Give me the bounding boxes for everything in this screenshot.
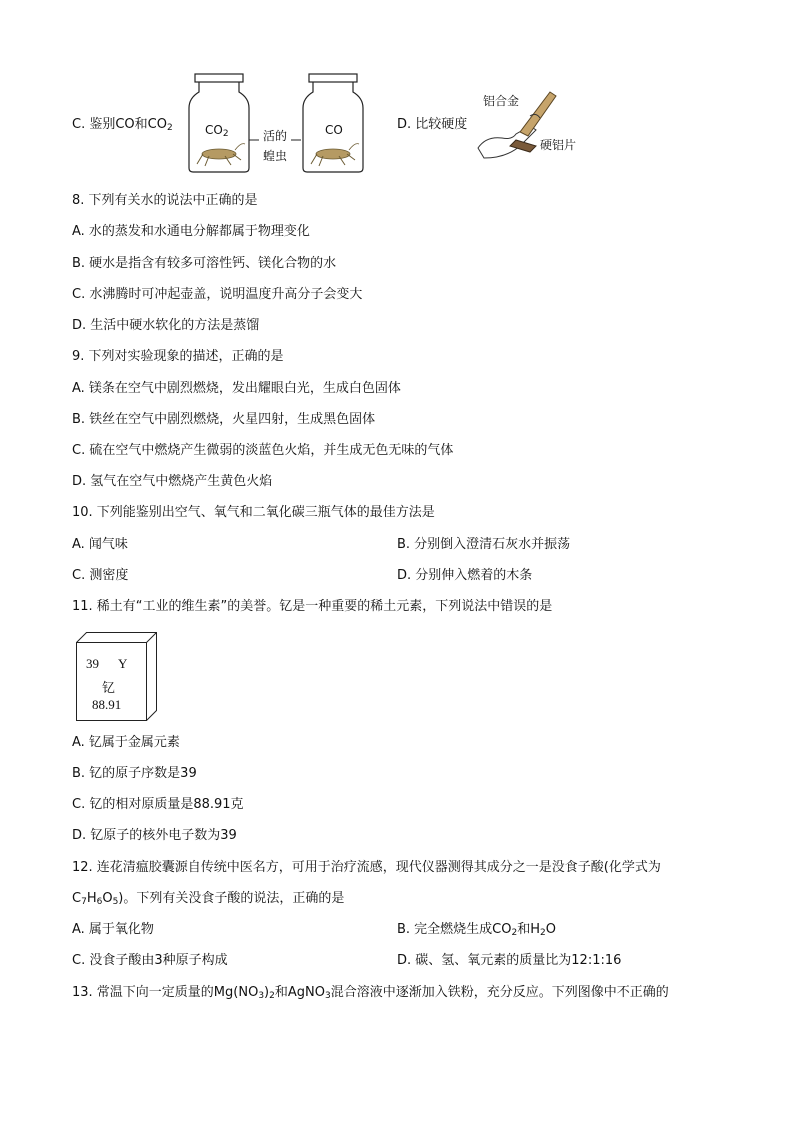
live-label-1: 活的 <box>263 129 288 143</box>
q7-option-c-sub: 2 <box>166 123 173 133</box>
q10-option-c[interactable]: C. 测密度 <box>72 568 129 583</box>
element-mass: 88.91 <box>92 697 122 712</box>
q12-stem-line2: $C_7H_6O_5$)。下列有关没食子酸的说法，正确的是 <box>72 891 345 907</box>
q9-option-d[interactable]: D. 氢气在空气中燃烧产生黄色火焰 <box>72 474 273 489</box>
q8-stem: 8. 下列有关水的说法中正确的是 <box>72 193 258 208</box>
q11-stem: 11. 稀土有“工业的维生素”的美誉。钇是一种重要的稀土元素，下列说法中错误的是 <box>72 599 553 614</box>
q8-option-a[interactable]: A. 水的蒸发和水通电分解都属于物理变化 <box>72 224 310 239</box>
q10-option-d[interactable]: D. 分别伸入燃着的木条 <box>397 568 533 583</box>
grasshopper-icon <box>311 144 359 166</box>
co2-jar-label: $CO_2$ <box>205 123 229 139</box>
q9-option-a[interactable]: A. 镁条在空气中剧烈燃烧，发出耀眼白光，生成白色固体 <box>72 381 401 396</box>
q9-option-c[interactable]: C. 硫在空气中燃烧产生微弱的淡蓝色火焰，并生成无色无味的气体 <box>72 443 454 458</box>
q12-option-a[interactable]: A. 属于氧化物 <box>72 922 154 937</box>
alloy-label: 铝合金 <box>483 94 520 108</box>
sheet-label: 硬铝片 <box>540 138 577 152</box>
q11-option-d[interactable]: D. 钇原子的核外电子数为39 <box>72 828 237 843</box>
q11-option-b[interactable]: B. 钇的原子序数是39 <box>72 766 197 781</box>
q12-option-d[interactable]: D. 碳、氢、氧元素的质量比为12:1:16 <box>397 953 622 968</box>
q12-option-c[interactable]: C. 没食子酸由3种原子构成 <box>72 953 228 968</box>
element-number: 39 <box>86 656 99 671</box>
q12-stem-line1: 12. 连花清瘟胶囊源自传统中医名方，可用于治疗流感，现代仪器测得其成分之一是没食子酸(化学式为 <box>72 860 661 875</box>
q10-stem: 10. 下列能鉴别出空气、氧气和二氧化碳三瓶气体的最佳方法是 <box>72 505 435 520</box>
q7-option-c <box>72 116 173 137</box>
co-jar-label: CO <box>325 123 343 137</box>
q11-option-c[interactable]: C. 钇的相对原质量是88.91克 <box>72 797 244 812</box>
q7-option-d: D. 比较硬度 <box>397 117 468 132</box>
q8-option-d[interactable]: D. 生活中硬水软化的方法是蒸馏 <box>72 318 260 333</box>
q13-stem: 13. 常温下向一定质量的$Mg(NO_3)_2$和AgNO$_3$混合溶液中逐渐加入铁粉，充分反应。下列图像中不正确的 <box>72 985 669 1001</box>
q10-option-a[interactable]: A. 闻气味 <box>72 537 128 552</box>
q12-option-b[interactable]: B. 完全燃烧生成$CO_2$和$H_2O$ <box>397 922 556 938</box>
element-symbol: Y <box>118 656 128 671</box>
q7-option-c-label: C. 鉴别CO和CO <box>72 117 167 132</box>
element-name: 钇 <box>102 681 116 696</box>
live-label-2: 蝗虫 <box>263 149 288 163</box>
q8-option-b[interactable]: B. 硬水是指含有较多可溶性钙、镁化合物的水 <box>72 256 337 271</box>
q11-option-a[interactable]: A. 钇属于金属元素 <box>72 735 180 750</box>
grasshopper-icon <box>197 144 245 166</box>
q8-option-c[interactable]: C. 水沸腾时可冲起壶盖，说明温度升高分子会变大 <box>72 287 363 302</box>
q9-option-b[interactable]: B. 铁丝在空气中剧烈燃烧，火星四射，生成黑色固体 <box>72 412 376 427</box>
q10-option-b[interactable]: B. 分别倒入澄清石灰水并振荡 <box>397 537 571 552</box>
yttrium-element-cell <box>76 632 148 714</box>
q9-stem: 9. 下列对实验现象的描述，正确的是 <box>72 349 284 364</box>
